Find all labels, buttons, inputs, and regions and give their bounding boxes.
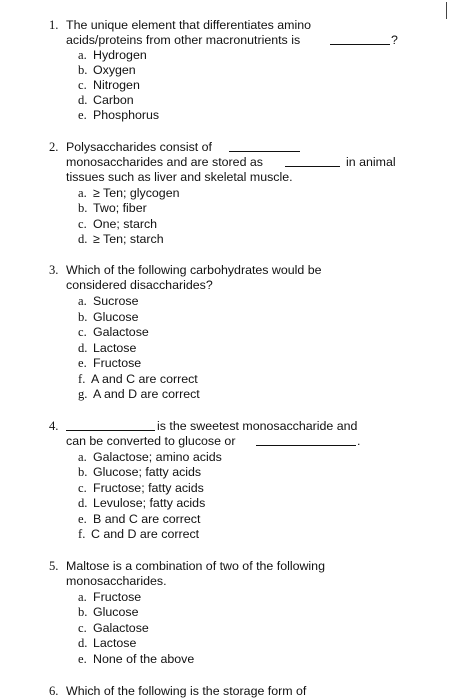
option-text: Glucose: [93, 605, 139, 619]
option-letter: b.: [78, 605, 88, 619]
answer-blank: [285, 155, 340, 171]
option-letter: b.: [78, 201, 88, 215]
option-text: A and C are correct: [91, 372, 198, 386]
option-text: Galactose: [93, 621, 149, 635]
question-text-line: monosaccharides.: [66, 574, 167, 588]
option-letter: e.: [78, 652, 87, 666]
question-text-line: Maltose is a combination of two of the following: [66, 559, 325, 573]
option-letter: d.: [78, 496, 88, 510]
question-text-line: in animal: [346, 155, 396, 169]
option-text: Hydrogen: [93, 48, 147, 62]
option-text: Fructose; fatty acids: [93, 481, 204, 495]
question-number: 4.: [49, 419, 59, 433]
option-text: B and C are correct: [93, 512, 201, 526]
option-text: Carbon: [93, 93, 134, 107]
option-text: Two; fiber: [93, 201, 147, 215]
question-text-line: considered disaccharides?: [66, 278, 213, 292]
question-text-line: The unique element that differentiates amino: [66, 18, 311, 32]
option-text: Phosphorus: [93, 108, 160, 122]
option-letter: c.: [78, 217, 87, 231]
option-text: Fructose: [93, 590, 142, 604]
option-letter: a.: [78, 590, 87, 604]
option-letter: c.: [78, 325, 87, 339]
answer-blank: [256, 434, 356, 450]
option-letter: e.: [78, 512, 87, 526]
question-text-line: .: [357, 434, 361, 448]
option-letter: d.: [78, 232, 88, 246]
option-text: Glucose: [93, 310, 139, 324]
question-text-line: tissues such as liver and skeletal muscle.: [66, 170, 293, 184]
option-letter: b.: [78, 465, 88, 479]
question-text-line: is the sweetest monosaccharide and: [157, 419, 358, 433]
question-text-line: acids/proteins from other macronutrients is: [66, 33, 301, 47]
question-text-line: ?: [391, 33, 398, 47]
option-text: ≥ Ten; starch: [93, 232, 164, 246]
option-text: Levulose; fatty acids: [93, 496, 206, 510]
option-text: Lactose: [93, 636, 137, 650]
question-text-line: monosaccharides and are stored as: [66, 155, 263, 169]
option-text: Lactose: [93, 341, 137, 355]
option-letter: e.: [78, 356, 87, 370]
text-cursor: [446, 2, 447, 19]
option-letter: g.: [78, 387, 88, 401]
question-number: 1.: [49, 18, 59, 32]
option-letter: f.: [78, 372, 86, 386]
option-text: One; starch: [93, 217, 158, 231]
question-number: 3.: [49, 263, 59, 277]
answer-blank: [330, 33, 390, 49]
question-number: 5.: [49, 559, 59, 573]
answer-blank: [66, 419, 155, 435]
option-letter: a.: [78, 48, 87, 62]
question-text-line: can be converted to glucose or: [66, 434, 236, 448]
option-text: Glucose; fatty acids: [93, 465, 202, 479]
option-text: Sucrose: [93, 294, 139, 308]
option-letter: c.: [78, 621, 87, 635]
option-letter: c.: [78, 481, 87, 495]
option-text: Fructose: [93, 356, 142, 370]
option-letter: f.: [78, 527, 86, 541]
option-text: ≥ Ten; glycogen: [93, 186, 180, 200]
option-text: Galactose: [93, 325, 149, 339]
option-letter: d.: [78, 341, 88, 355]
option-text: C and D are correct: [91, 527, 200, 541]
option-letter: a.: [78, 294, 87, 308]
question-text-line: Which of the following carbohydrates would be: [66, 263, 322, 277]
option-text: Galactose; amino acids: [93, 450, 222, 464]
option-letter: e.: [78, 108, 87, 122]
option-letter: a.: [78, 186, 87, 200]
option-text: Nitrogen: [93, 78, 140, 92]
option-letter: c.: [78, 78, 87, 92]
option-letter: b.: [78, 310, 88, 324]
option-text: None of the above: [93, 652, 195, 666]
option-letter: a.: [78, 450, 87, 464]
option-letter: d.: [78, 93, 88, 107]
question-number: 2.: [49, 140, 59, 154]
answer-blank: [229, 140, 300, 156]
option-letter: d.: [78, 636, 88, 650]
option-text: A and D are correct: [93, 387, 200, 401]
question-text-line: Polysaccharides consist of: [66, 140, 213, 154]
option-letter: b.: [78, 63, 88, 77]
question-text-line: Which of the following is the storage form of: [66, 684, 307, 698]
question-number: 6.: [49, 684, 59, 698]
option-text: Oxygen: [93, 63, 136, 77]
